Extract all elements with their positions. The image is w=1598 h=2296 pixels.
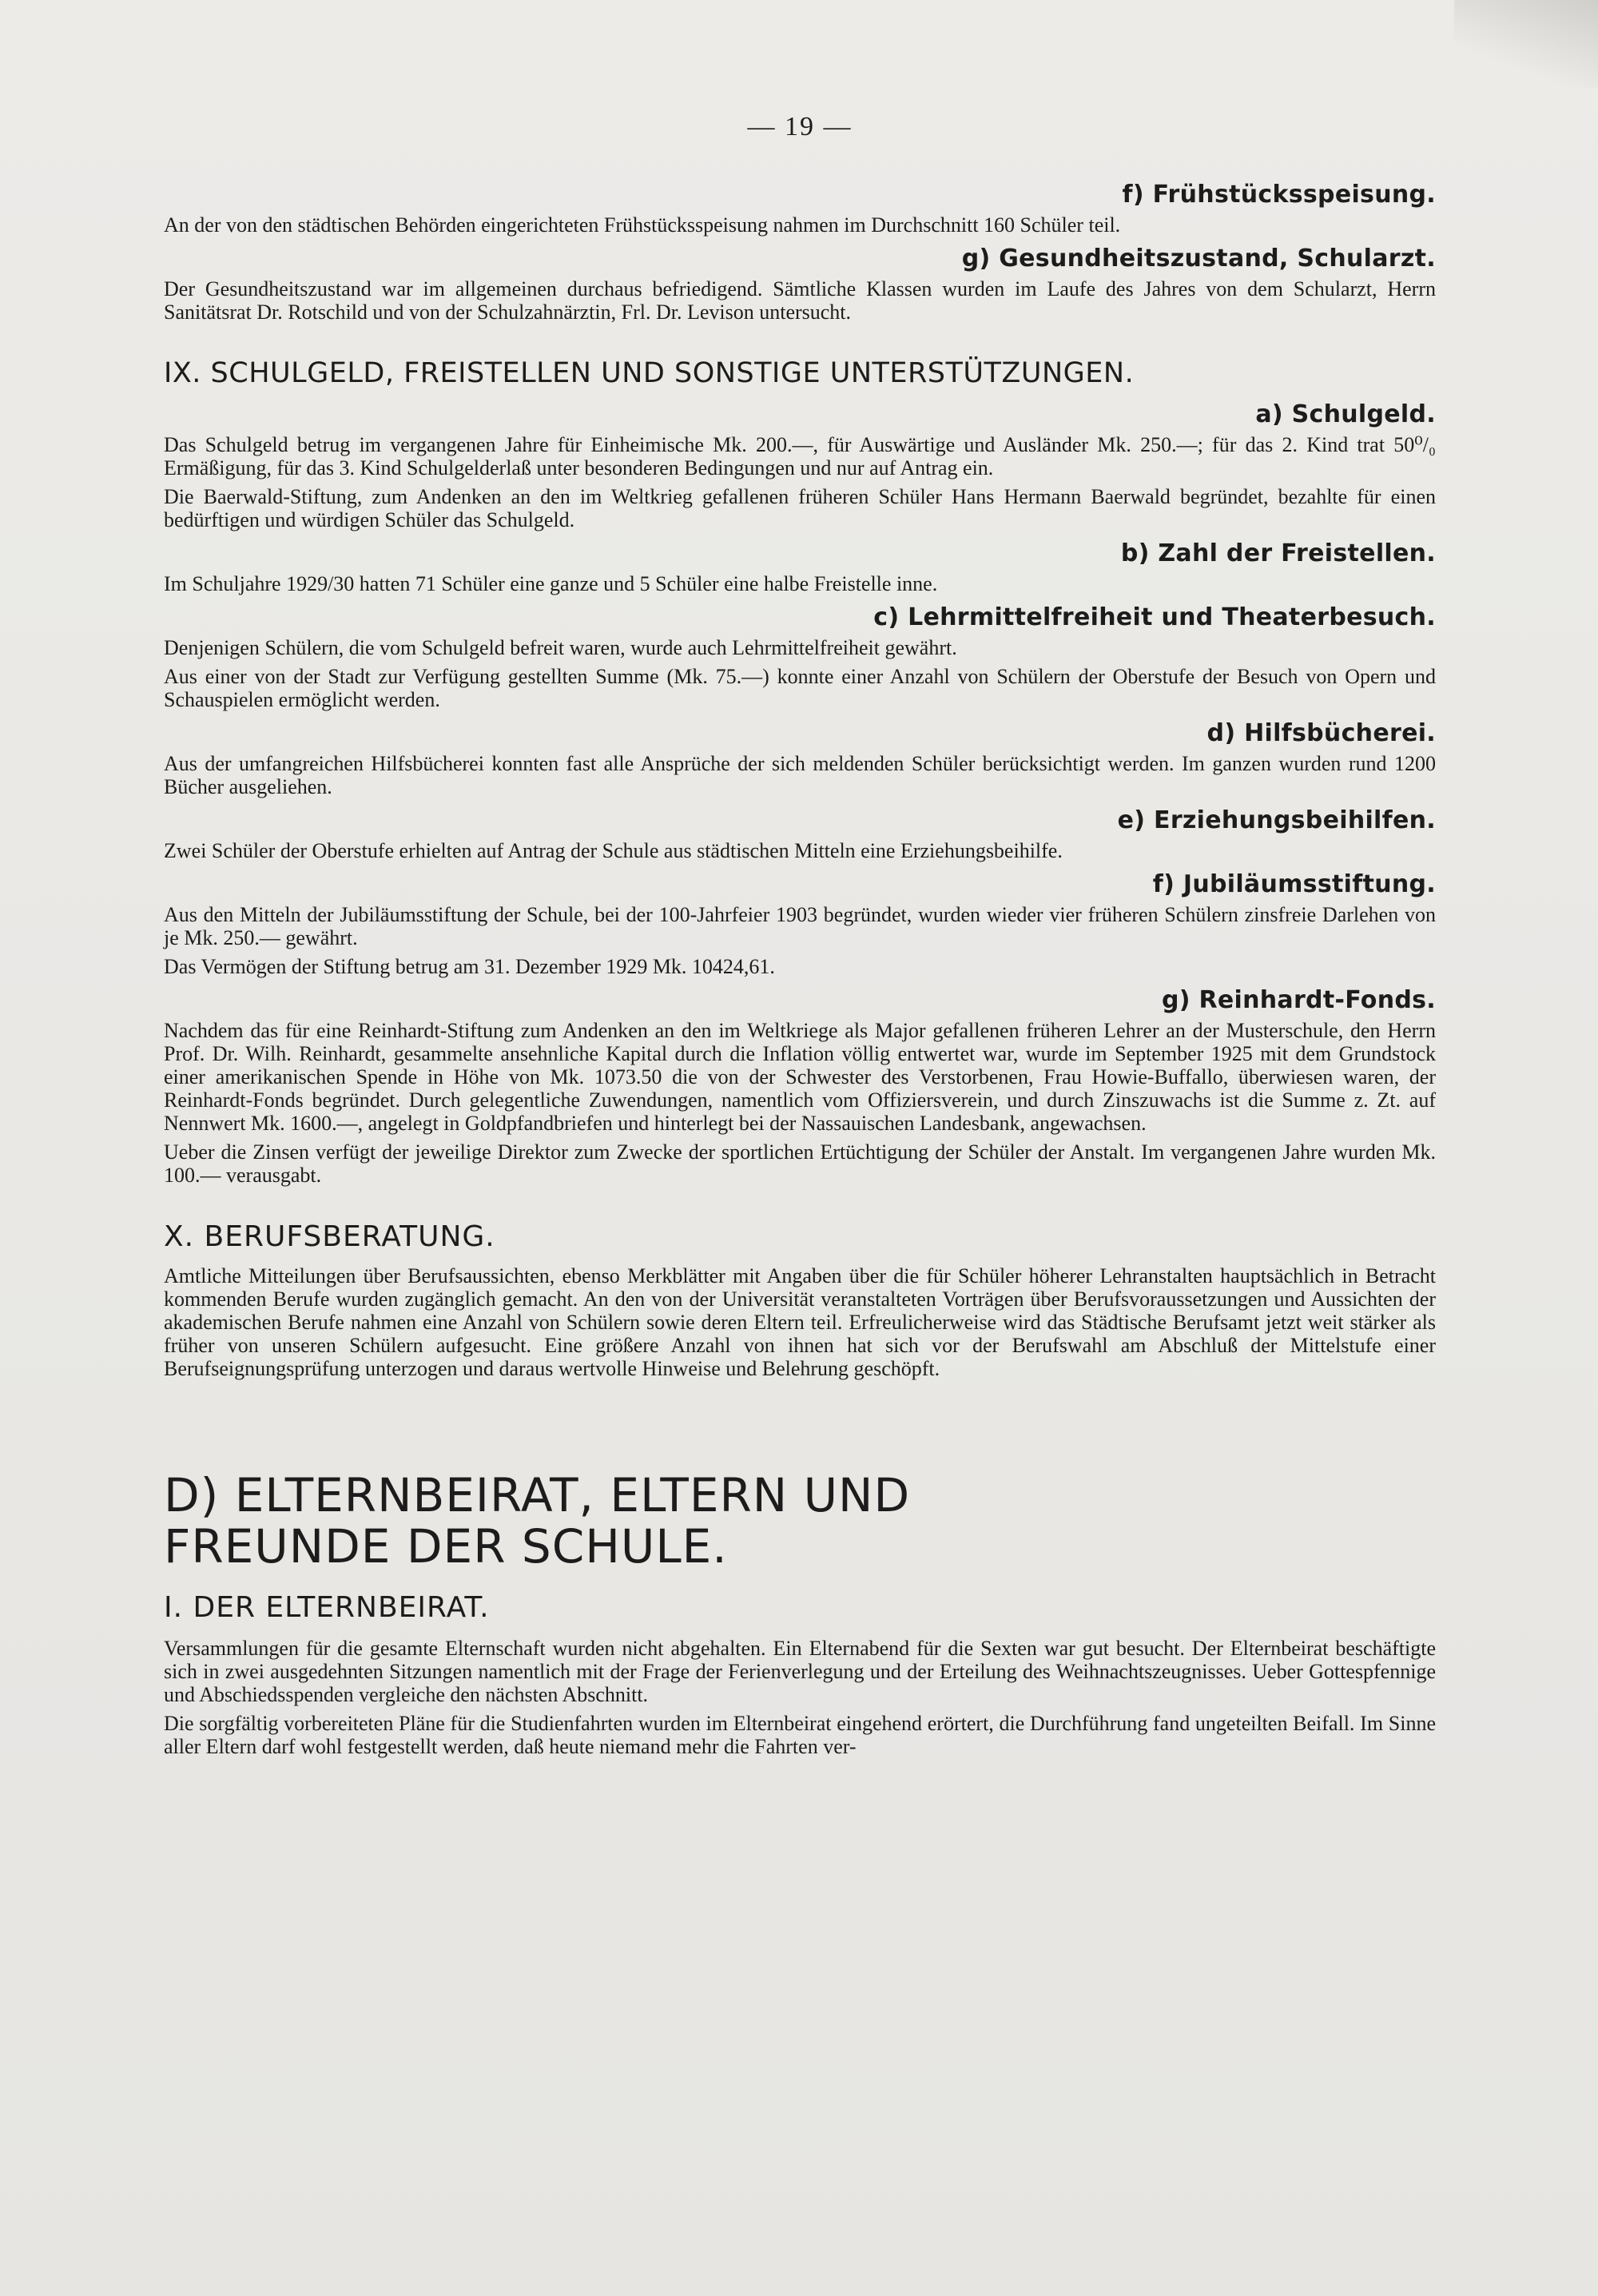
block-freistellen <box>164 539 1436 595</box>
paragraph: Aus den Mitteln der Jubiläumsstiftung der Schule, bei der 100-Jahrfeier 1903 begründet, wurden wieder vier früheren Schülern zinsfreie Darlehen von je Mk. 250.— gewährt. <box>164 903 1436 949</box>
sub-heading-reinhardt-fonds: g) Reinhardt-Fonds. <box>1161 986 1436 1014</box>
paragraph: Amtliche Mitteilungen über Berufsaussichten, ebenso Merkblätter mit Angaben über die für Schüler höherer Lehranstalten hauptsächlich in Betracht kommenden Berufe wurden zugänglich gemacht. An den von der Universität veranstalteten Vorträgen über Berufsvoraussetzungen und Aussichten der akademischen Berufe nahmen eine Anzahl von Schülern sowie deren Eltern teil. Erfreulicherweise wird das Städtische Berufsamt jetzt weit stärker als früher von unseren Schülern aufgesucht. Eine größere Anzahl von ihnen hat sich vor der Berufswahl am Abschluß der Mittelstufe einer Berufseignungsprüfung unterzogen und daraus wertvolle Hinweise und Belehrung geschöpft. <box>164 1264 1436 1380</box>
paragraph: Aus einer von der Stadt zur Verfügung gestellten Summe (Mk. 75.—) konnte einer Anzahl von Schülern der Oberstufe der Besuch von Opern und Schauspielen ermöglicht werden. <box>164 665 1436 711</box>
paragraph: Nachdem das für eine Reinhardt-Stiftung zum Andenken an den im Weltkriege als Major gefallenen früheren Lehrer an der Musterschule, den Herrn Prof. Dr. Wilh. Reinhardt, gesammelte ansehnliche Kapital durch die Inflation völlig entwertet war, wurde im September 1925 mit dem Grundstock einer amerikanischen Spende in Höhe von Mk. 1073.50 die von der Schwester des Verstorbenen, Frau Howie-Buffallo, überwiesen waren, der Reinhardt-Fonds begründet. Durch gelegentliche Zuwendungen, namentlich vom Offiziersverein, und durch Zinszuwachs ist die Summe z. Zt. auf Nennwert Mk. 1600.—, angelegt in Goldpfandbriefen und hinterlegt bei der Nassauischen Landesbank, angewachsen. <box>164 1019 1436 1135</box>
paragraph: Der Gesundheitszustand war im allgemeinen durchaus befriedigend. Sämtliche Klassen wurden im Laufe des Jahres von dem Schularzt, Herrn Sanitätsrat Dr. Rotschild und von der Schulzahnärztin, Frl. Dr. Levison untersucht. <box>164 277 1436 324</box>
page-content <box>164 112 1436 1764</box>
block-jubilaeumsstiftung <box>164 870 1436 978</box>
chapter-heading-line: FREUNDE DER SCHULE. <box>164 1519 728 1574</box>
sub-heading-schulgeld: a) Schulgeld. <box>1255 400 1436 428</box>
section-heading-elternbeirat: I. DER ELTERNBEIRAT. <box>164 1591 490 1624</box>
section-heading-ix: IX. SCHULGELD, FREISTELLEN UND SONSTIGE UNTERSTÜTZUNGEN. <box>164 357 1135 389</box>
paragraph: Im Schuljahre 1929/30 hatten 71 Schüler eine ganze und 5 Schüler eine halbe Freistelle inne. <box>164 572 938 595</box>
chapter-heading-line: D) ELTERNBEIRAT, ELTERN UND <box>164 1468 911 1522</box>
paragraph: An der von den städtischen Behörden eingerichteten Frühstücksspeisung nahmen im Durchschnitt 160 Schüler teil. <box>164 213 1121 237</box>
paragraph: Ueber die Zinsen verfügt der jeweilige Direktor zum Zwecke der sportlichen Ertüchtigung der Schüler der Anstalt. Im vergangenen Jahre wurden Mk. 100.— verausgabt. <box>164 1140 1436 1187</box>
paragraph: Versammlungen für die gesamte Elternschaft wurden nicht abgehalten. Ein Elternabend für die Sexten war gut besucht. Der Elternbeirat beschäftigte sich in zwei ausgedehnten Sitzungen namentlich mit der Frage der Ferienverlegung und der Erteilung des Weihnachtszeugnisses. Ueber Gottespfennige und Abschiedsspenden vergleiche den nächsten Abschnitt. <box>164 1637 1436 1706</box>
sub-heading-erziehungsbeihilfen: e) Erziehungsbeihilfen. <box>1117 806 1436 834</box>
block-schulgeld <box>164 400 1436 531</box>
block-gesundheit <box>164 245 1436 324</box>
block-erziehungsbeihilfen <box>164 806 1436 862</box>
block-fruehstueck <box>164 181 1436 237</box>
paragraph: Aus der umfangreichen Hilfsbücherei konnten fast alle Ansprüche der sich meldenden Schüler berücksichtigt werden. Im ganzen wurden rund 1200 Bücher ausgeliehen. <box>164 752 1436 798</box>
block-hilfsbuecherei <box>164 719 1436 798</box>
sub-heading-gesundheit: g) Gesundheitszustand, Schularzt. <box>961 245 1436 273</box>
sub-heading-lehrmittel: c) Lehrmittelfreiheit und Theaterbesuch. <box>873 603 1436 631</box>
paragraph: Das Vermögen der Stiftung betrug am 31. Dezember 1929 Mk. 10424,61. <box>164 955 775 978</box>
sub-heading-freistellen: b) Zahl der Freistellen. <box>1120 539 1436 567</box>
sub-heading-hilfsbuecherei: d) Hilfsbücherei. <box>1206 719 1436 747</box>
section-heading-x: X. BERUFSBERATUNG. <box>164 1220 495 1253</box>
sub-heading-jubilaeumsstiftung: f) Jubiläumsstiftung. <box>1152 870 1436 898</box>
block-reinhardt-fonds <box>164 986 1436 1187</box>
block-lehrmittel <box>164 603 1436 711</box>
paragraph: Denjenigen Schülern, die vom Schulgeld befreit waren, wurde auch Lehrmittelfreiheit gewährt. <box>164 636 957 659</box>
chapter-heading-d <box>164 1470 1436 1572</box>
paragraph: Das Schulgeld betrug im vergangenen Jahre für Einheimische Mk. 200.—, für Auswärtige und Ausländer Mk. 250.—; für das 2. Kind trat 50⁰/₀ Ermäßigung, für das 3. Kind Schulgelderlaß unter besonderen Bedingungen und nur auf Antrag ein. <box>164 433 1436 479</box>
paragraph: Die sorgfältig vorbereiteten Pläne für die Studienfahrten wurden im Elternbeirat eingehend erörtert, die Durchführung fand ungeteilten Beifall. Im Sinne aller Eltern darf wohl festgestellt werden, daß heute niemand mehr die Fahrten ver- <box>164 1712 1436 1758</box>
paragraph: Die Baerwald-Stiftung, zum Andenken an den im Weltkrieg gefallenen früheren Schüler Hans Hermann Baerwald begründet, bezahlte für einen bedürftigen und würdigen Schüler das Schulgeld. <box>164 485 1436 531</box>
page-number: — 19 — <box>747 112 853 141</box>
sub-heading-fruehstueck: f) Frühstücksspeisung. <box>1122 181 1436 209</box>
paragraph: Zwei Schüler der Oberstufe erhielten auf Antrag der Schule aus städtischen Mitteln eine Erziehungsbeihilfe. <box>164 839 1063 862</box>
